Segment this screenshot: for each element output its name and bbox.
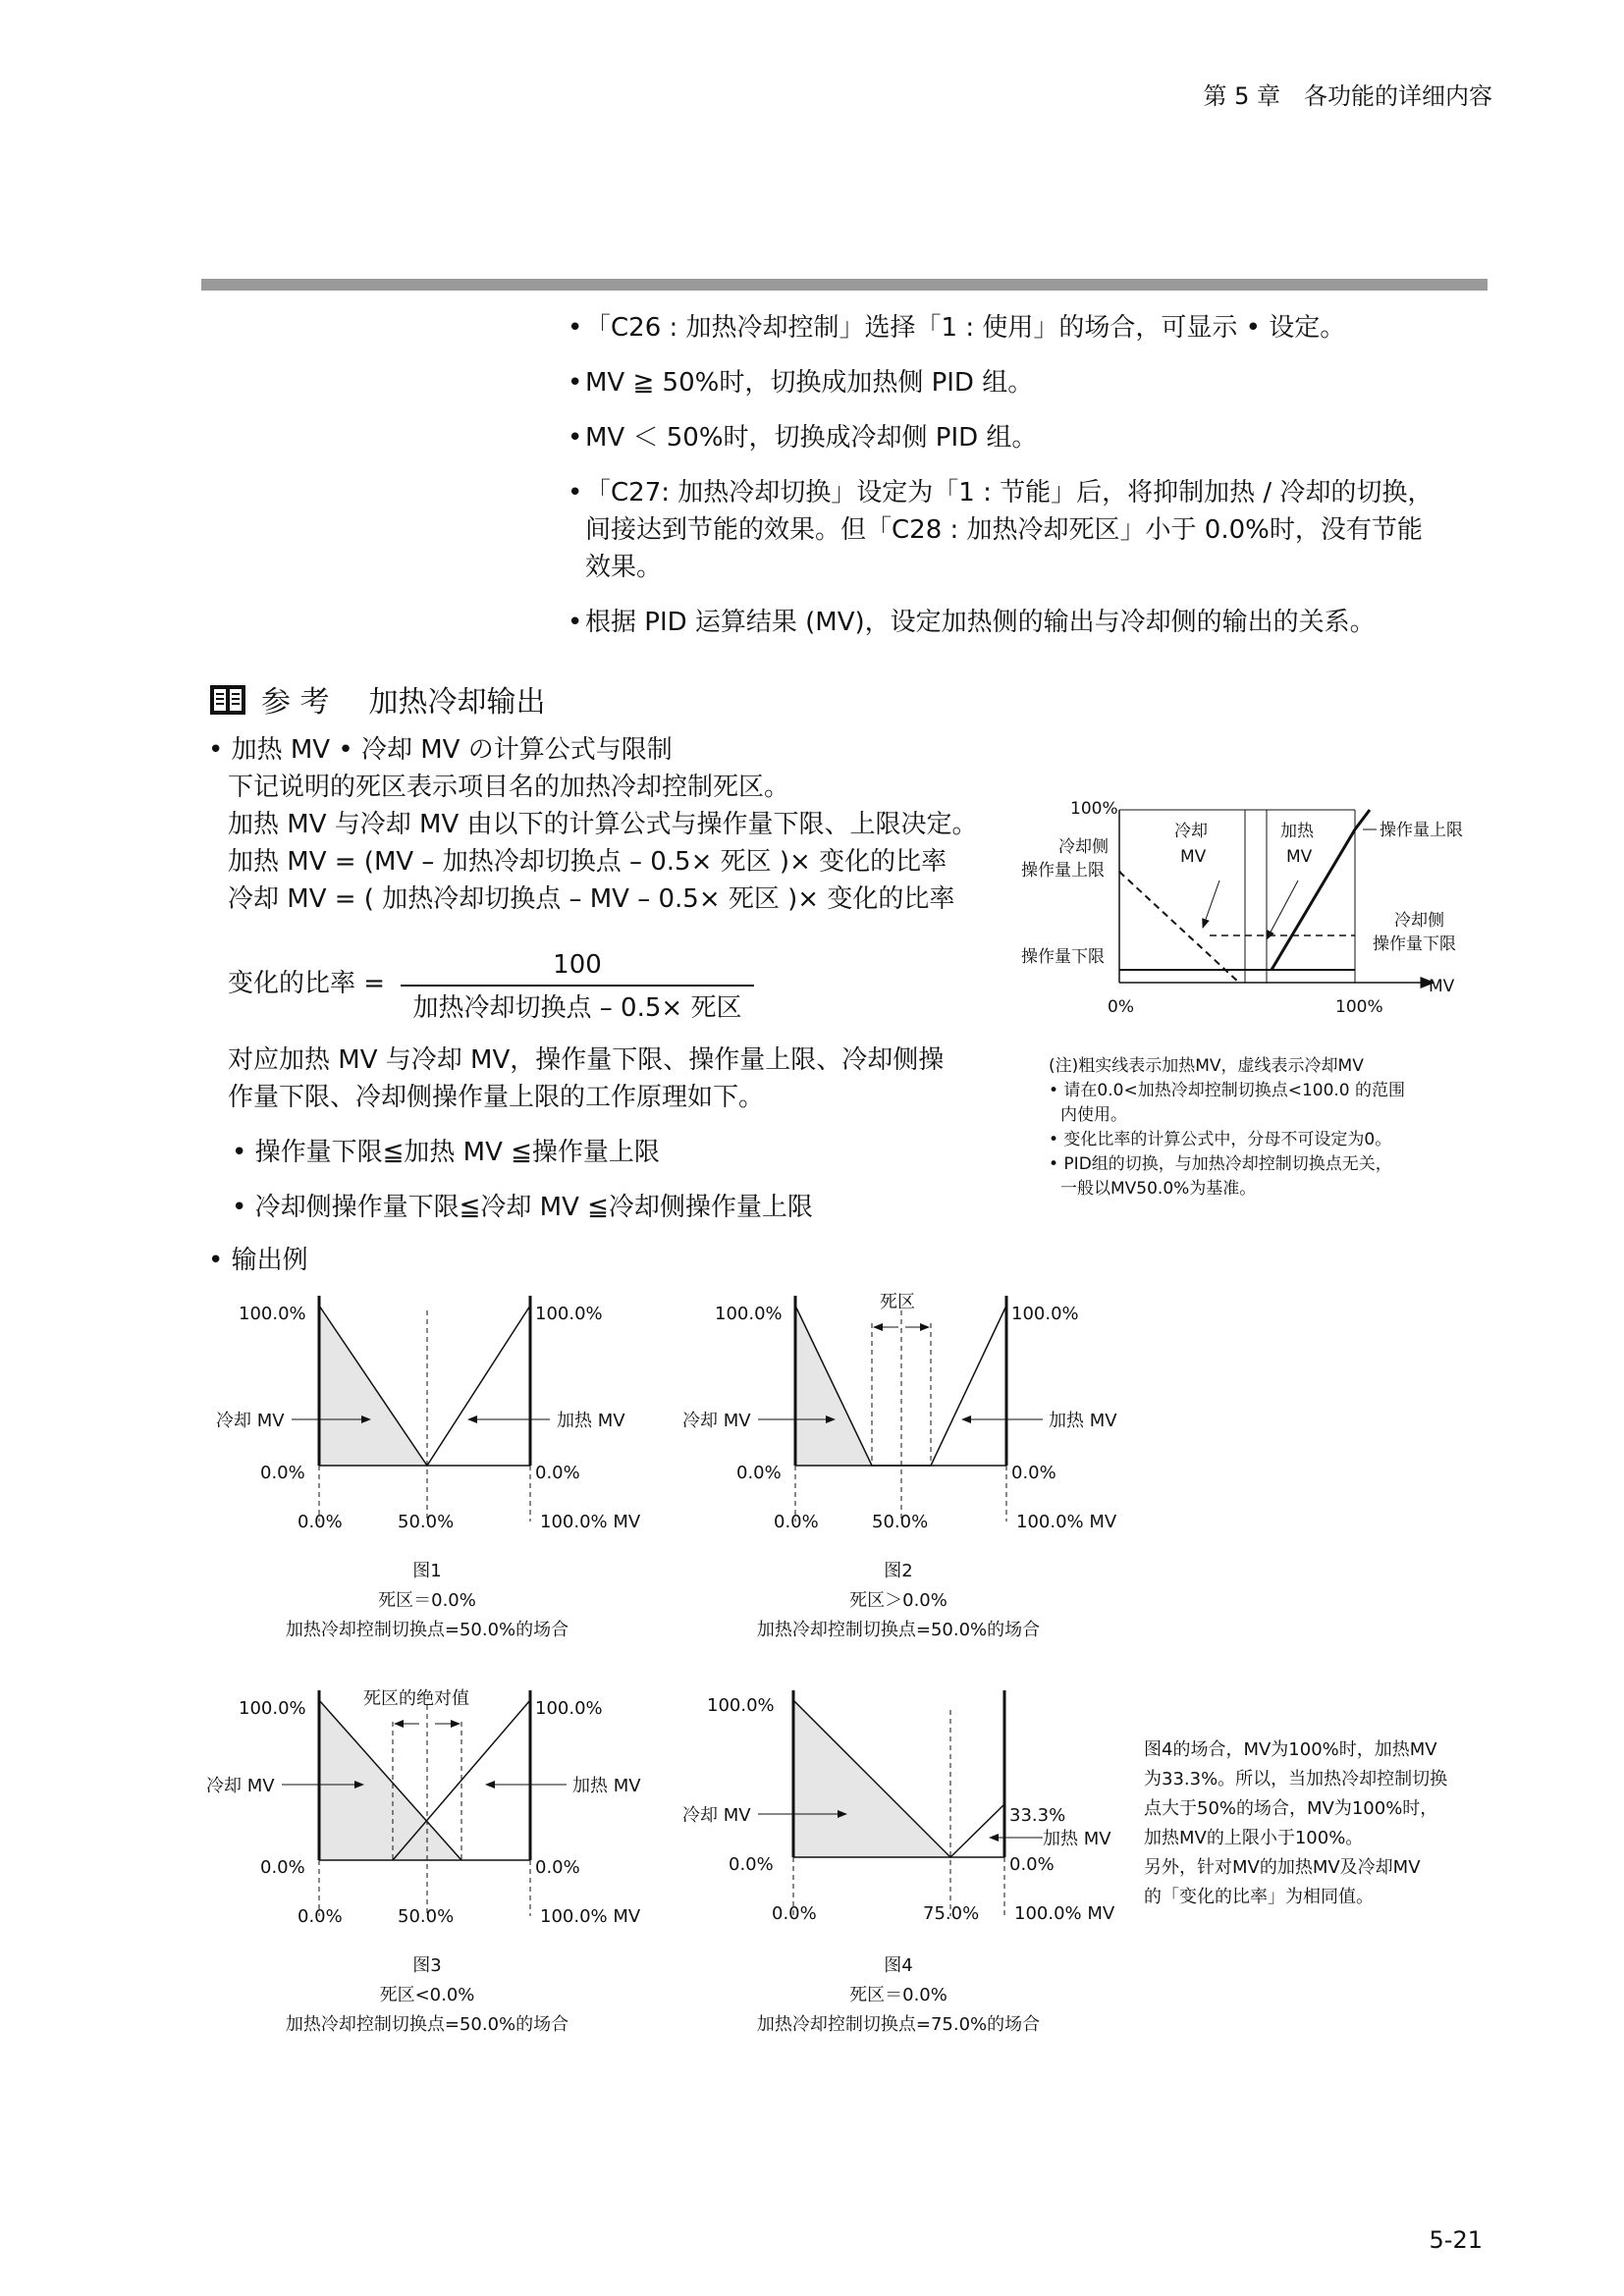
- formula-cool: 冷却 MV = ( 加热冷却切换点 – MV – 0.5× 死区 )× 变化的比率: [228, 884, 955, 914]
- calc-text: 对应加热 MV 与冷却 MV，操作量下限、操作量上限、冷却侧操: [228, 1045, 945, 1075]
- side-note-line: 的「变化的比率」为相同值。: [1144, 1887, 1374, 1907]
- fig-label: 0.0%: [298, 1906, 343, 1927]
- fig-label: 死区的绝对值: [363, 1688, 469, 1709]
- fig-label: 100.0%: [1011, 1304, 1079, 1324]
- fig-label: 100.0%: [715, 1304, 783, 1324]
- fig-label: 100.0%: [535, 1698, 603, 1719]
- bullet-item: • MV ＜ 50%时，切换成冷却侧 PID 组。: [568, 423, 1038, 453]
- fig-label: 50.0%: [872, 1512, 929, 1532]
- figure-4-caption: [702, 1951, 1095, 2040]
- diagram-label: 操作量下限: [1021, 947, 1105, 967]
- fig-deadband: 死区＝0.0%: [849, 1985, 947, 2005]
- calc-text: 下记说明的死区表示项目名的加热冷却控制死区。: [228, 773, 790, 802]
- diagram-label: 加热: [1280, 822, 1314, 841]
- diagram-label: 操作量上限: [1380, 821, 1463, 840]
- fig-label: 0.0%: [729, 1854, 774, 1875]
- fig-label: 100.0% MV: [540, 1512, 641, 1532]
- fig-label: 100.0% MV: [1014, 1903, 1115, 1924]
- fig-label: 50.0%: [398, 1512, 455, 1532]
- calc-text: 加热 MV 与冷却 MV 由以下的计算公式与操作量下限、上限决定。: [228, 810, 978, 839]
- diagram-label: 操作量上限: [1021, 861, 1105, 881]
- calc-heading: • 加热 MV • 冷却 MV の计算公式与限制: [208, 735, 673, 765]
- diagram-label: 0%: [1108, 997, 1134, 1017]
- side-note-line: 点大于50%的场合，MV为100%时，: [1144, 1798, 1438, 1819]
- fig-deadband: 死区＞0.0%: [849, 1590, 947, 1611]
- fig-switchpoint: 加热冷却控制切换点=75.0%的场合: [756, 2014, 1041, 2035]
- note-line: • PID组的切换，与加热冷却控制切换点无关，: [1049, 1154, 1392, 1174]
- fig-label: 0.0%: [260, 1463, 305, 1483]
- side-note-line: 另外，针对MV的加热MV及冷却MV: [1144, 1857, 1421, 1878]
- fig-switchpoint: 加热冷却控制切换点=50.0%的场合: [285, 1620, 569, 1640]
- diagram-label: 冷却侧: [1058, 837, 1109, 857]
- book-icon: [208, 682, 247, 725]
- fig-title: 图2: [884, 1561, 913, 1581]
- side-note-line: 为33.3%。所以，当加热冷却控制切换: [1144, 1769, 1448, 1789]
- fig-label: 冷却 MV: [206, 1776, 275, 1796]
- bullet-item: • MV ≧ 50%时，切换成加热侧 PID 组。: [568, 368, 1034, 398]
- fig-title: 图4: [884, 1955, 913, 1976]
- fig-label: 加热 MV: [557, 1411, 625, 1431]
- limit-heat: • 操作量下限≦加热 MV ≦操作量上限: [232, 1138, 660, 1167]
- fig-label: 0.0%: [535, 1463, 580, 1483]
- reference-label: 参 考: [261, 685, 330, 720]
- fig-label: 加热 MV: [572, 1776, 641, 1796]
- fig-label: 0.0%: [298, 1512, 343, 1532]
- ratio-denominator: 加热冷却切换点 – 0.5× 死区: [412, 993, 742, 1023]
- figure-2: [677, 1286, 1139, 1551]
- note-line: 内使用。: [1060, 1105, 1127, 1125]
- fig-label: 100.0% MV: [540, 1906, 641, 1927]
- notes-block: [1049, 1054, 1405, 1201]
- diagram-label: MV: [1180, 847, 1207, 867]
- diagram-label: 操作量下限: [1373, 934, 1456, 954]
- side-note-line: 加热MV的上限小于100%。: [1144, 1828, 1364, 1848]
- fig-label: 0.0%: [535, 1857, 580, 1878]
- diagram-label: 100%: [1335, 997, 1383, 1017]
- formula-heat: 加热 MV = (MV – 加热冷却切换点 – 0.5× 死区 )× 变化的比率: [228, 847, 947, 877]
- fig-label: 100.0%: [239, 1304, 306, 1324]
- fig-label: 0.0%: [736, 1463, 782, 1483]
- figure-2-caption: [702, 1557, 1095, 1645]
- reference-heading: 加热冷却输出: [368, 685, 546, 720]
- fig-label: 冷却 MV: [682, 1411, 751, 1431]
- fig-label: 0.0%: [1009, 1854, 1055, 1875]
- fig-switchpoint: 加热冷却控制切换点=50.0%的场合: [756, 1620, 1041, 1640]
- fig-label: 100.0%: [707, 1695, 775, 1716]
- note-line: (注)粗实线表示加热MV，虚线表示冷却MV: [1049, 1056, 1364, 1076]
- ratio-numerator: 100: [553, 950, 602, 980]
- page-number: 5-21: [1429, 2226, 1483, 2254]
- figure-1: [201, 1286, 663, 1551]
- figure-4: [677, 1681, 1139, 1946]
- fig-label: 加热 MV: [1043, 1829, 1111, 1849]
- note-line: 一般以MV50.0%为基准。: [1060, 1179, 1257, 1199]
- fig-label: 33.3%: [1009, 1805, 1066, 1826]
- fig-switchpoint: 加热冷却控制切换点=50.0%的场合: [285, 2014, 569, 2035]
- bullet-continuation: 效果。: [585, 553, 663, 582]
- bullet-continuation: 间接达到节能的效果。但「C28 : 加热冷却死区」小于 0.0%时，没有节能: [585, 515, 1423, 545]
- fig-label: 0.0%: [774, 1512, 819, 1532]
- diagram-label: MV: [1429, 977, 1455, 996]
- fig-deadband: 死区＝0.0%: [378, 1590, 476, 1611]
- bullet-item: • 根据 PID 运算结果 (MV)，设定加热侧的输出与冷却侧的输出的关系。: [568, 608, 1376, 637]
- side-note: [1144, 1735, 1447, 1912]
- fig-label: 100.0%: [535, 1304, 603, 1324]
- principle-diagram: [1011, 790, 1502, 1026]
- note-line: • 变化比率的计算公式中，分母不可设定为0。: [1049, 1130, 1392, 1149]
- fig-label: 0.0%: [1011, 1463, 1056, 1483]
- fraction-line: [401, 985, 754, 987]
- fig-label: 75.0%: [923, 1903, 980, 1924]
- output-example-heading: • 输出例: [208, 1246, 308, 1275]
- section-divider: [201, 279, 1488, 291]
- fig-label: 冷却 MV: [682, 1805, 751, 1826]
- note-line: • 请在0.0<加热冷却控制切换点<100.0 的范围: [1049, 1081, 1406, 1100]
- chapter-header: 第 5 章 各功能的详细内容: [1203, 82, 1492, 110]
- diagram-label: 冷却: [1174, 822, 1208, 841]
- reference-title: [208, 677, 546, 719]
- fig-label: 0.0%: [772, 1903, 817, 1924]
- figure-3-caption: [231, 1951, 623, 2040]
- fig-title: 图1: [412, 1561, 442, 1581]
- figure-3: [201, 1681, 663, 1946]
- bullet-item: • 「C27: 加热冷却切换」设定为「1 : 节能」后，将抑制加热 / 冷却的切换，: [568, 478, 1434, 507]
- fig-label: 0.0%: [260, 1857, 305, 1878]
- fig-title: 图3: [412, 1955, 442, 1976]
- ratio-label: 变化的比率 =: [228, 969, 386, 998]
- figure-1-caption: [231, 1557, 623, 1645]
- calc-text: 作量下限、冷却侧操作量上限的工作原理如下。: [228, 1083, 765, 1112]
- diagram-label: MV: [1286, 847, 1313, 867]
- diagram-label: 冷却侧: [1394, 911, 1444, 931]
- fig-label: 100.0%: [239, 1698, 306, 1719]
- fig-label: 100.0% MV: [1016, 1512, 1117, 1532]
- side-note-line: 图4的场合，MV为100%时，加热MV: [1144, 1739, 1437, 1760]
- fig-label: 冷却 MV: [216, 1411, 285, 1431]
- fig-label: 加热 MV: [1049, 1411, 1117, 1431]
- bullet-item: • 「C26 : 加热冷却控制」选择「1 : 使用」的场合，可显示 • 设定。: [568, 313, 1346, 343]
- fig-deadband: 死区<0.0%: [379, 1985, 475, 2005]
- limit-cool: • 冷却侧操作量下限≦冷却 MV ≦冷却侧操作量上限: [232, 1193, 813, 1222]
- fig-label: 50.0%: [398, 1906, 455, 1927]
- diagram-label: 100%: [1070, 799, 1118, 819]
- fig-label: 死区: [880, 1292, 915, 1312]
